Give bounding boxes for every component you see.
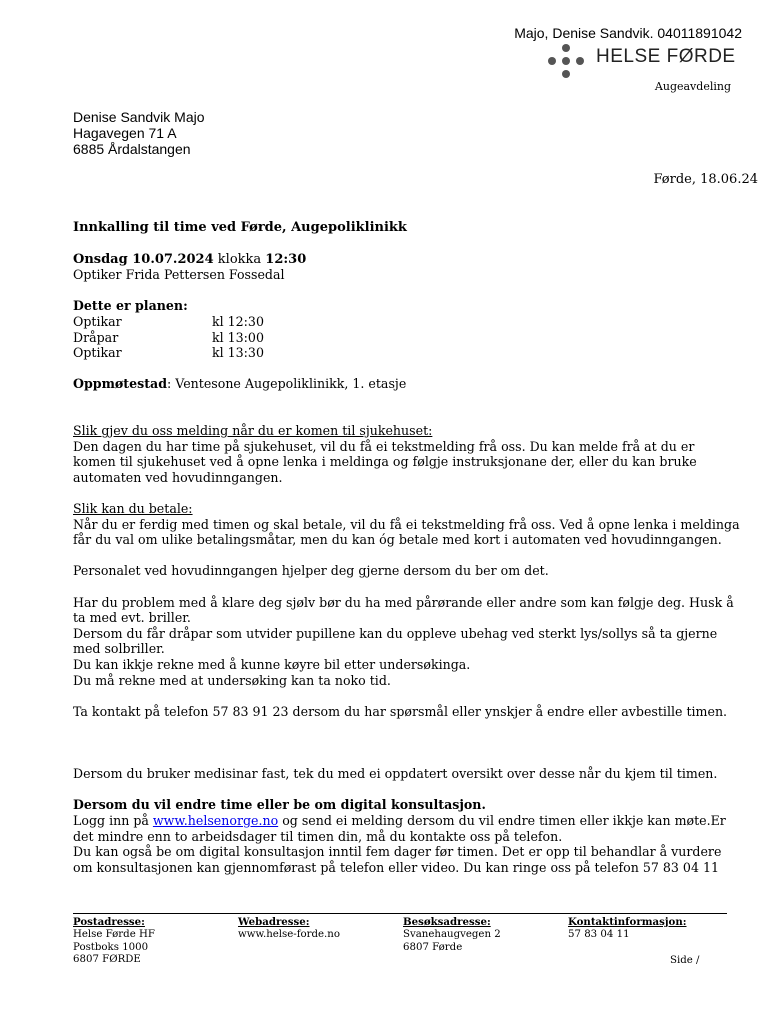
plan-heading: Dette er planen:: [73, 298, 188, 314]
appointment-klokka: klokka: [217, 251, 262, 267]
letter-title: Innkalling til time ved Førde, Augepoliklinikk: [73, 220, 407, 235]
footer-line: Svanehaugvegen 2: [403, 928, 501, 940]
recipient-name: Denise Sandvik Majo: [73, 109, 205, 125]
page-number: Side /: [670, 955, 700, 966]
footer-web-link[interactable]: www.helse-forde.no: [238, 928, 340, 940]
footer-heading: Kontaktinformasjon:: [568, 916, 687, 928]
plan-time: kl 12:30: [212, 313, 264, 329]
appointment-date: Onsdag 10.07.2024: [73, 251, 214, 267]
recipient-postal: 6885 Årdalstangen: [73, 141, 191, 157]
letter-body: [73, 220, 741, 875]
place-date: Førde, 18.06.24: [653, 172, 758, 187]
advice-text: Har du problem med å klare deg sjølv bør du ha med pårørande eller andre som kan følgje deg. Husk å ta med evt. briller.: [73, 594, 734, 626]
footer-line: 6807 FØRDE: [73, 954, 141, 966]
recipient-address: [73, 109, 205, 157]
logo-text: HELSE FØRDE: [596, 46, 736, 67]
footer-line: 57 83 04 11: [568, 928, 630, 940]
footer-heading: Webadresse:: [238, 916, 310, 928]
advice-text: Du kan ikkje rekne med å kunne køyre bil etter undersøkinga.: [73, 657, 471, 673]
footer-line: 6807 Førde: [403, 941, 463, 953]
advice-text: Du må rekne med at undersøking kan ta noko tid.: [73, 672, 391, 688]
department-label: Augeavdeling: [654, 80, 731, 93]
plan-row: [73, 314, 741, 330]
pay-text: Når du er ferdig med timen og skal betale, vil du få ei tekstmelding frå oss. Ved å opne lenka i meldinga får du val om ulike betalingsmåtar, men du kan óg betale med kort i automaten ved hovudinngangen.: [73, 516, 740, 548]
change-pre: Logg inn på: [73, 812, 153, 828]
meeting-place-label: Oppmøtestad: [73, 376, 168, 392]
checkin-text: Den dagen du har time på sjukehuset, vil du få ei tekstmelding frå oss. Du kan melde frå at du er komen til sjukehuset ved å opne lenka i meldinga og følgje instruksjonane der, eller du kan bruke automaten ved hovudinngangen.: [73, 438, 697, 485]
meeting-place: [73, 376, 741, 392]
plan-time: kl 13:00: [212, 329, 264, 345]
meeting-place-value: : Ventesone Augepoliklinikk, 1. etasje: [167, 376, 407, 392]
plan-item: Dråpar: [73, 329, 119, 345]
footer-heading: Besøksadresse:: [403, 916, 491, 928]
footer-visit-address: [403, 916, 501, 954]
footer-contact-info: [568, 916, 687, 942]
plan-row: [73, 345, 741, 361]
staff-text: Personalet ved hovudinngangen hjelper deg gjerne dersom du ber om det.: [73, 563, 549, 579]
checkin-heading: Slik gjev du oss melding når du er komen til sjukehuset:: [73, 423, 433, 439]
footer-post-address: [73, 916, 155, 967]
plan-item: Optikar: [73, 345, 122, 361]
change-text: [73, 813, 741, 844]
digital-text: Du kan også be om digital konsultasjon inntil fem dager før timen. Det er opp til behandlar å vurdere om konsultasjonen kan gjennomførast på telefon eller video. Du kan ringe oss på telefon 57 83 04 11: [73, 844, 722, 875]
pay-heading: Slik kan du betale:: [73, 501, 193, 517]
appointment-line: [73, 252, 741, 268]
footer-line: Postboks 1000: [73, 941, 149, 953]
plan-row: [73, 330, 741, 346]
change-post: og send ei melding dersom du vil endre timen eller ikkje kan møte.Er det mindre enn to arbeidsdager til timen din, må du kontakte oss på telefon.: [73, 812, 726, 844]
medicine-text: Dersom du bruker medisinar fast, tek du med ei oppdatert oversikt over desse når du kjem til timen.: [73, 766, 718, 782]
plan-time: kl 13:30: [212, 345, 264, 361]
change-heading: Dersom du vil endre time eller be om digital konsultasjon.: [73, 797, 486, 813]
advice-text: Dersom du får dråpar som utvider pupillene kan du oppleve ubehag ved sterkt lys/sollys så ta gjerne med solbriller.: [73, 625, 718, 657]
plan-item: Optikar: [73, 313, 122, 329]
appointment-practitioner: Optiker Frida Pettersen Fossedal: [73, 267, 285, 283]
footer-line: Helse Førde HF: [73, 928, 155, 940]
recipient-street: Hagavegen 71 A: [73, 125, 177, 141]
contact-text: Ta kontakt på telefon 57 83 91 23 dersom du har spørsmål eller ynskjer å endre eller avbestille timen.: [73, 703, 728, 719]
footer-web-address: [238, 916, 340, 942]
footer-heading: Postadresse:: [73, 916, 145, 928]
appointment-time: 12:30: [265, 251, 307, 267]
helsenorge-link[interactable]: www.helsenorge.no: [152, 812, 279, 828]
footer-divider: [73, 913, 727, 914]
patient-id-header: Majo, Denise Sandvik. 04011891042: [514, 25, 742, 41]
